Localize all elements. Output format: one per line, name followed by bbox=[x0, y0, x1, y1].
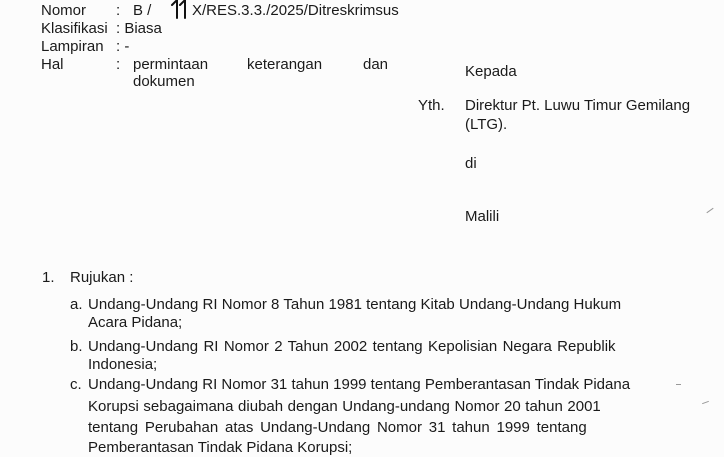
hal-word-3: dan bbox=[363, 56, 389, 73]
scan-speck bbox=[706, 208, 713, 213]
item-1-number: 1. bbox=[42, 269, 55, 286]
hal-line-2: dokumen bbox=[133, 73, 195, 90]
hal-label: Hal bbox=[41, 56, 64, 73]
item-b-line-2: Indonesia; bbox=[88, 356, 158, 373]
item-c-line-1: Undang-Undang RI Nomor 31 tahun 1999 tentang Pemberantasan Tindak Pidana bbox=[88, 376, 631, 393]
item-a-line-2: Acara Pidana; bbox=[88, 314, 183, 331]
item-1-title: Rujukan : bbox=[70, 269, 134, 286]
nomor-label: Nomor bbox=[41, 2, 87, 19]
lampiran-label: Lampiran bbox=[41, 38, 104, 55]
nomor-colon: : bbox=[116, 2, 121, 19]
di-label: di bbox=[465, 155, 477, 172]
item-c-line-4: Pemberantasan Tindak Pidana Korupsi; bbox=[88, 439, 353, 456]
item-b-marker: b. bbox=[70, 338, 83, 355]
klasifikasi-value: : Biasa bbox=[116, 20, 162, 37]
recipient-name-line-2: (LTG). bbox=[465, 116, 508, 133]
hal-word-1: permintaan bbox=[133, 56, 209, 73]
lampiran-value: : - bbox=[116, 38, 130, 55]
scan-speck bbox=[702, 401, 709, 404]
handwritten-number-mark bbox=[170, 0, 192, 20]
item-b-line-1: Undang-Undang RI Nomor 2 Tahun 2002 tentang Kepolisian Negara Republik bbox=[88, 338, 616, 355]
klasifikasi-label: Klasifikasi bbox=[41, 20, 108, 37]
item-c-line-3: tentang Perubahan atas Undang-Undang Nomor 31 tahun 1999 tentang bbox=[88, 419, 587, 436]
nomor-prefix: B / bbox=[133, 2, 152, 19]
hal-colon: : bbox=[116, 56, 121, 73]
item-c-marker: c. bbox=[70, 376, 82, 393]
recipient-name-line-1: Direktur Pt. Luwu Timur Gemilang bbox=[465, 97, 691, 114]
hal-word-2: keterangan bbox=[247, 56, 323, 73]
scan-speck bbox=[676, 384, 681, 385]
recipient-place: Malili bbox=[465, 208, 500, 225]
yth-label: Yth. bbox=[418, 97, 445, 114]
kepada-label: Kepada bbox=[465, 63, 517, 80]
item-a-line-1: Undang-Undang RI Nomor 8 Tahun 1981 tentang Kitab Undang-Undang Hukum bbox=[88, 296, 622, 313]
nomor-suffix: X/RES.3.3./2025/Ditreskrimsus bbox=[192, 2, 399, 19]
item-a-marker: a. bbox=[70, 296, 83, 313]
item-c-line-2: Korupsi sebagaimana diubah dengan Undang-undang Nomor 20 tahun 2001 bbox=[88, 398, 601, 415]
